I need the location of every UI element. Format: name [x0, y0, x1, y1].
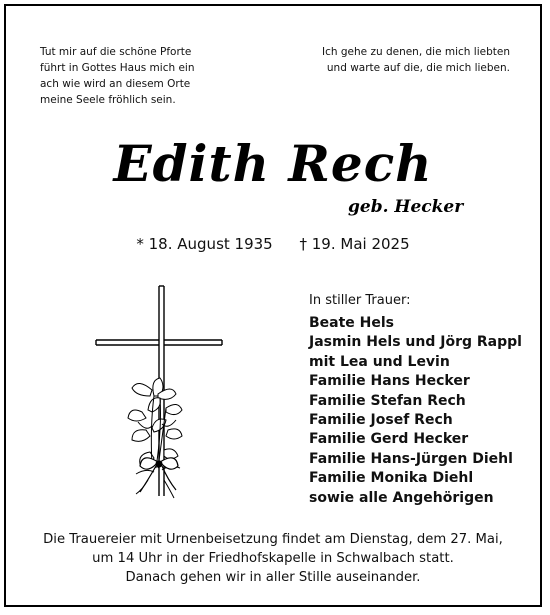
- verse-left: [40, 44, 195, 108]
- mourner-name: mit Lea und Levin: [309, 353, 450, 370]
- life-dates: [6, 234, 540, 254]
- notice-line: um 14 Uhr in der Friedhofskapelle in Schwalbach statt.: [92, 551, 454, 566]
- death-date: † 19. Mai 2025: [299, 235, 410, 253]
- verse-left-line: meine Seele fröhlich sein.: [40, 94, 176, 106]
- notice-frame: [4, 4, 542, 607]
- verse-left-line: führt in Gottes Haus mich ein: [40, 62, 195, 74]
- mourners-intro: In stiller Trauer:: [309, 293, 411, 308]
- notice-line: Die Trauereier mit Urnenbeisetzung findet am Dienstag, dem 27. Mai,: [43, 532, 503, 547]
- mourner-name: Familie Gerd Hecker: [309, 431, 469, 448]
- mourner-name: Familie Monika Diehl: [309, 470, 474, 487]
- mourner-name: Familie Hans Hecker: [309, 373, 470, 390]
- mourner-name: Familie Josef Rech: [309, 412, 453, 429]
- verse-right-line: Ich gehe zu denen, die mich liebten: [322, 46, 510, 58]
- verse-right: [322, 44, 510, 76]
- deceased-name: Edith Rech: [113, 134, 433, 193]
- notice-line: Danach gehen wir in aller Stille auseinander.: [125, 570, 421, 585]
- mourner-name: Familie Hans-Jürgen Diehl: [309, 450, 513, 467]
- mourner-name: Familie Stefan Rech: [309, 392, 466, 409]
- verse-left-line: ach wie wird an diesem Orte: [40, 78, 191, 90]
- verse-right-line: und warte auf die, die mich lieben.: [326, 62, 510, 74]
- mourners-block: [309, 292, 522, 508]
- mourner-name: Beate Hels: [309, 315, 395, 331]
- mourners-list: [309, 314, 522, 508]
- verse-left-line: Tut mir auf die schöne Pforte: [40, 46, 192, 58]
- funeral-notice: [6, 530, 540, 587]
- birth-date: * 18. August 1935: [136, 235, 273, 253]
- mourner-name: Jasmin Hels und Jörg Rappl: [309, 334, 522, 351]
- mourner-name: sowie alle Angehörigen: [309, 489, 494, 506]
- maiden-name: geb. Hecker: [348, 197, 464, 217]
- cross-with-lilies-icon: [92, 284, 242, 514]
